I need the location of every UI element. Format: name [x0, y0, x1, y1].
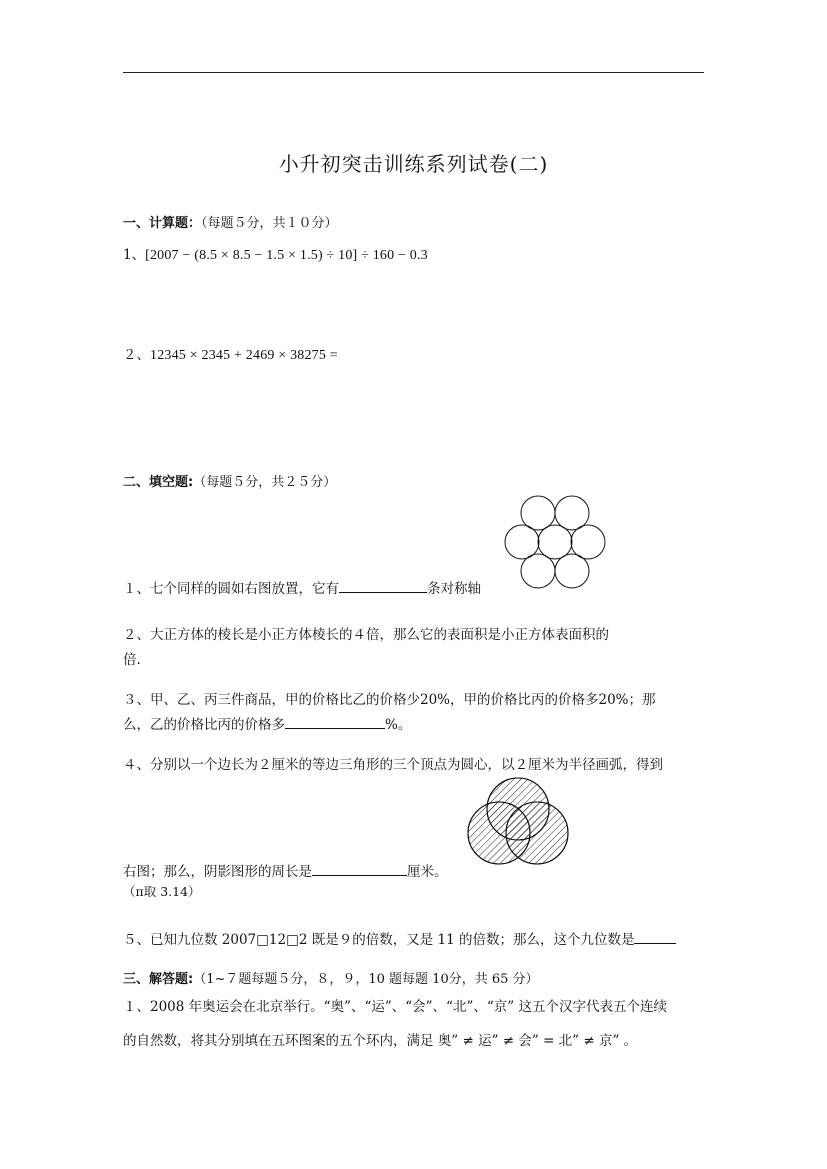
- section-1-heading: 一、计算题：: [123, 216, 202, 231]
- question-2-4-line-2: [123, 860, 448, 880]
- question-text: 条对称轴: [427, 581, 481, 597]
- section-2-header: [123, 471, 336, 490]
- answer-blank[interactable]: [285, 716, 385, 729]
- circle-middle-left: [505, 525, 539, 559]
- math-expression: 12345 × 2345 + 2469 × 38275 =: [150, 348, 338, 363]
- reuleaux-triangle-figure: [463, 773, 573, 873]
- page-title: 小升初突击训练系列试卷(二): [278, 152, 549, 176]
- section-3-heading: 三、解答题:: [123, 972, 194, 987]
- question-2-3-line-1: ３、甲、乙、丙三件商品，甲的价格比乙的价格少20%，甲的价格比丙的价格多20%；那: [123, 692, 656, 708]
- question-text: 么，乙的价格比丙的价格多: [123, 717, 285, 733]
- question-2-5: [123, 928, 676, 948]
- section-1-header: [123, 212, 338, 231]
- question-number: ２、: [123, 347, 150, 363]
- question-number: 1、: [123, 247, 146, 263]
- answer-blank[interactable]: [339, 580, 427, 593]
- math-expression: [2007 − (8.5 × 8.5 − 1.5 × 1.5) ÷ 10] ÷ 160 − 0.3: [145, 248, 428, 263]
- circle-bottom-left: [521, 554, 555, 588]
- circle-top-left: [521, 496, 555, 530]
- section-3-header: [123, 968, 539, 987]
- question-2-4-line-1: ４、分别以一个边长为２厘米的等边三角形的三个顶点为圆心，以２厘米为半径画弧，得到: [123, 757, 663, 773]
- question-text: １、七个同样的圆如右图放置，它有: [123, 581, 339, 597]
- question-2-2-line-1: ２、大正方体的棱长是小正方体棱长的４倍，那么它的表面积是小正方体表面积的: [123, 627, 609, 643]
- header-rule: [123, 72, 704, 73]
- seven-circles-figure: [500, 490, 610, 600]
- circle-bottom-right: [555, 554, 589, 588]
- answer-blank[interactable]: [312, 863, 407, 876]
- answer-blank[interactable]: [634, 931, 676, 944]
- section-3-note: （1~７题每题５分，８，９，10 题每题 10分，共 65 分）: [193, 972, 539, 987]
- question-text: 右图；那么，阴影图形的周长是: [123, 864, 312, 880]
- section-2-heading: 二、填空题:: [123, 475, 194, 490]
- question-text: ５、已知九位数 2007□12□2 既是９的倍数，又是 11 的倍数；那么，这个九位数是: [123, 932, 635, 948]
- question-3-1-line-2: 的自然数，将其分别填在五环图案的五个环内，满足 奥” ≠ 运” ≠ 会” = 北” ≠ 京” 。: [123, 1033, 638, 1049]
- section-2-note: （每题５分，共２５分）: [193, 475, 337, 490]
- question-2-3-line-2: [123, 713, 411, 733]
- question-1-1: [123, 243, 428, 264]
- question-text: %。: [385, 717, 412, 733]
- question-2-1: [123, 577, 481, 597]
- circle-top-right: [555, 496, 589, 530]
- question-3-1-line-1: １、2008 年奥运会在北京举行。“奥”、“运”、“会”、“北”、“京” 这五个汉字代表五个连续: [123, 999, 667, 1015]
- question-1-2: [123, 343, 338, 364]
- question-2-2-line-2: 倍.: [123, 652, 141, 668]
- pi-note: （π取 3.14）: [123, 884, 201, 899]
- question-text: 厘米。: [407, 864, 448, 880]
- circle-middle-right: [571, 525, 605, 559]
- section-1-note: （每题５分，共１０分）: [201, 216, 338, 231]
- circle-center: [538, 525, 572, 559]
